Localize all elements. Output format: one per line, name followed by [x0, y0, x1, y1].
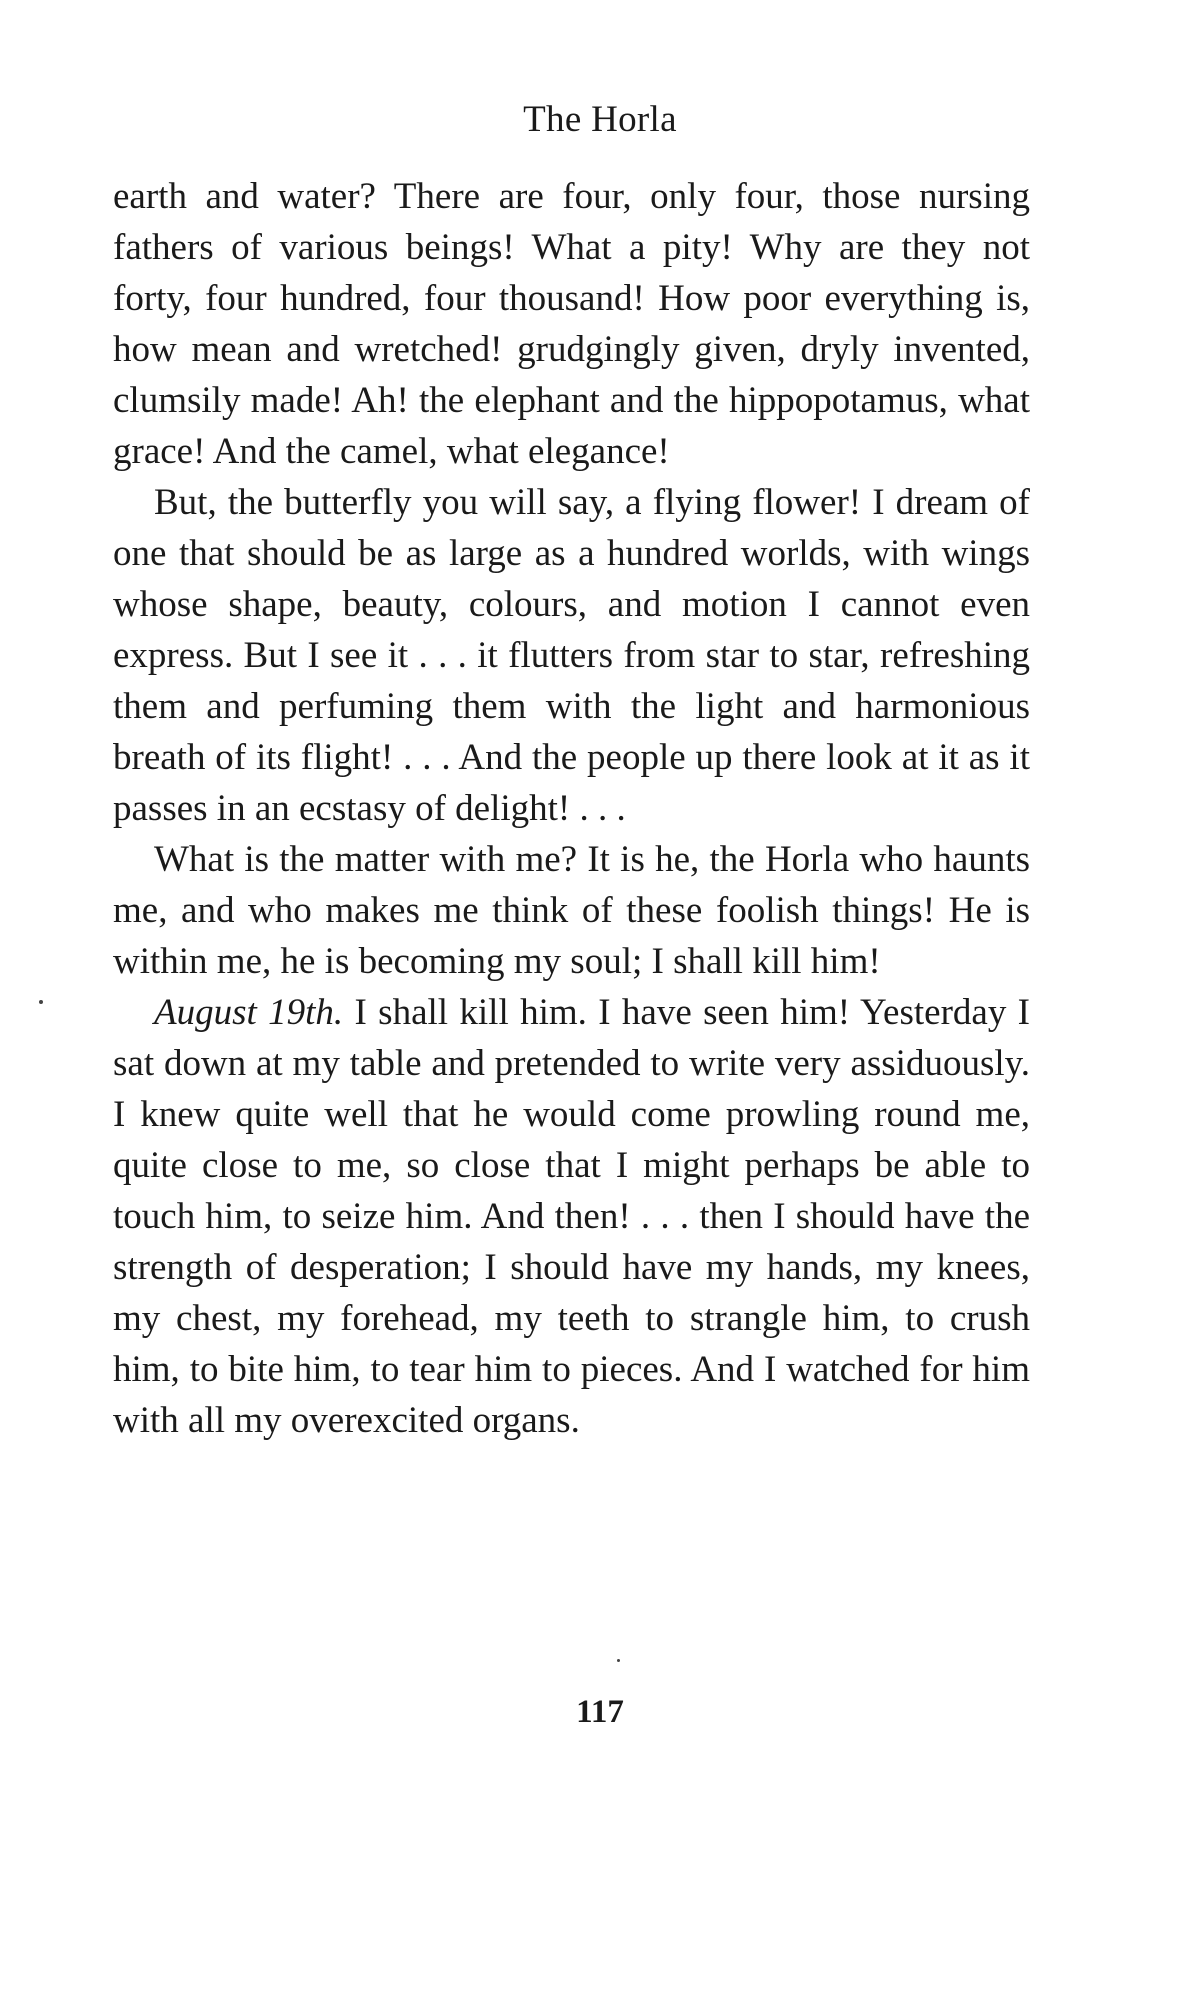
diary-entry-text: I shall kill him. I have seen him! Yesterday I sat down at my table and pretended to write very assiduously. I knew quite well that he would come prowling round me, quite close to me, so close that I might perhaps be able to touch him, to seize him. And then! . . . then I should have the strength of desperation; I should have my hands, my knees, my chest, my forehead, my teeth to strangle him, to crush him, to bite him, to tear him to pieces. And I watched for him with all my overexcited organs. [113, 992, 1030, 1441]
paragraph-horla: What is the matter with me? It is he, the Horla who haunts me, and who makes me think of these foolish things! He is within me, he is becoming my soul; I shall kill him! [113, 839, 1030, 982]
paragraph-continued: earth and water? There are four, only four, those nursing fathers of various beings! What a pity! Why are they not forty, four hundred, four thousand! How poor everything is, how mean and wretched! grudgingly given, dryly invented, clumsily made! Ah! the elephant and the hippopotamus, what grace! And the camel, what elegance! [113, 176, 1030, 472]
body-text [113, 171, 1030, 1446]
paragraph-butterfly: But, the butterfly you will say, a flying flower! I dream of one that should be as large as a hundred worlds, with wings whose shape, beauty, colours, and motion I cannot even express. But I see it . . . it flutters from star to star, refreshing them and perfuming them with the light and harmonious breath of its flight! . . . And the people up there look at it as it passes in an ecstasy of delight! . . . [113, 482, 1030, 829]
margin-speck-bottom [617, 1659, 620, 1662]
paragraph-august-19 [113, 987, 1030, 1446]
page-number: 117 [576, 1694, 624, 1730]
diary-date: August 19th. [154, 992, 344, 1033]
margin-speck-left [39, 1000, 43, 1004]
running-head-title: The Horla [523, 99, 677, 140]
